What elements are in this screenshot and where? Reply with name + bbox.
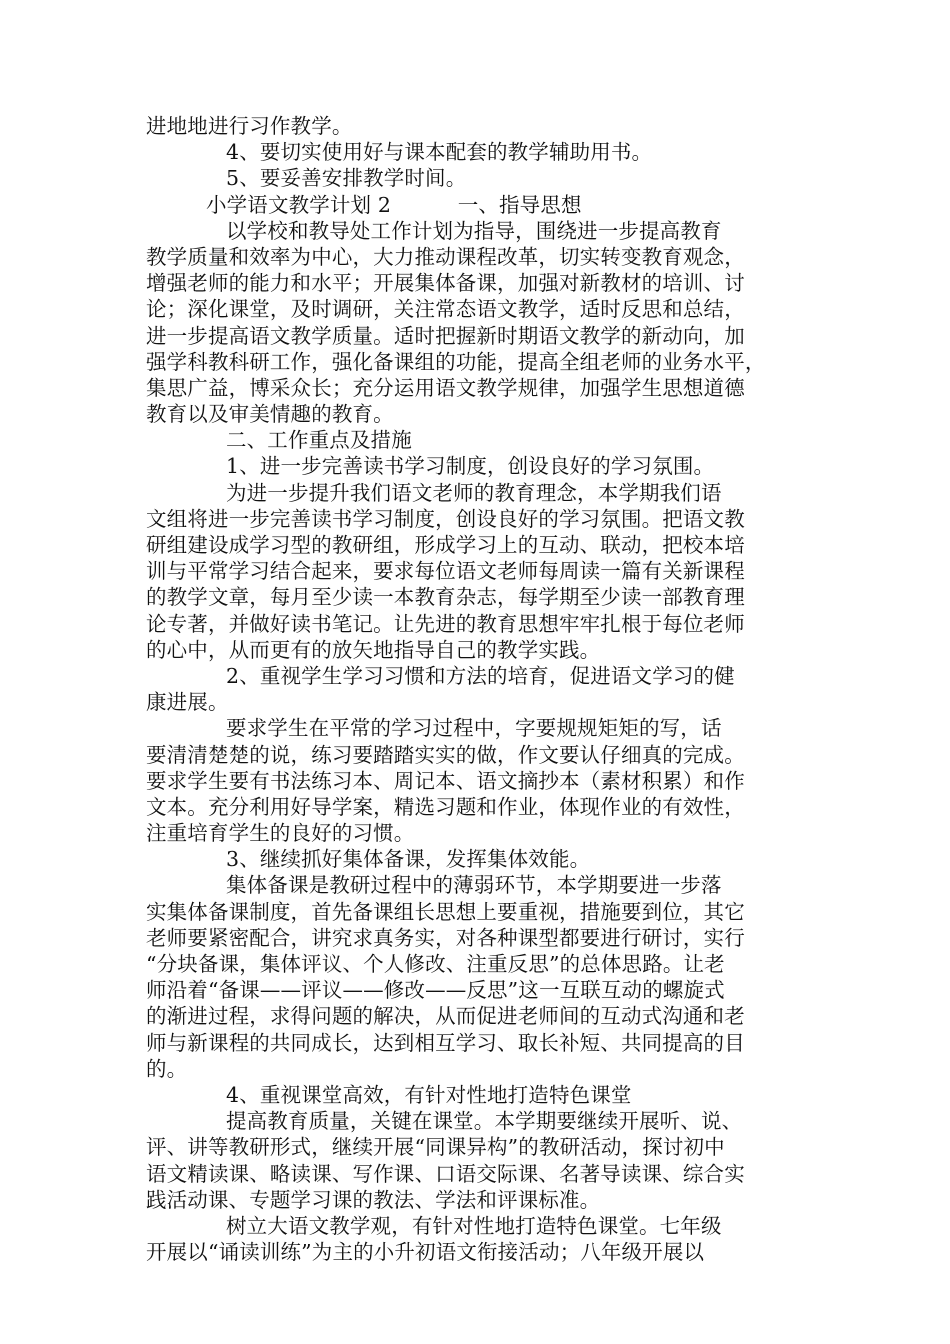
text-line: 师沿着“备课——评议——修改——反思”这一互联互动的螺旋式 [146, 978, 725, 1003]
text-line: 以学校和教导处工作计划为指导，围绕进一步提高教育 [146, 218, 722, 243]
text-line: 论；深化课堂，及时调研，关注常态语文教学，适时反思和总结， [146, 297, 745, 322]
text-line: 教学质量和效率为中心，大力推动课程改革，切实转变教育观念， [146, 244, 745, 269]
text-line: 进地地进行习作教学。 [146, 114, 353, 138]
text-line: 语文精读课、略读课、写作课、口语交际课、名著导读课、综合实 [146, 1161, 745, 1186]
text-line: 注重培育学生的良好的习惯。 [146, 821, 415, 846]
subheading: 1、进一步完善读书学习制度，创设良好的学习氛围。 [146, 454, 715, 479]
text-line: 文本。充分利用好导学案，精选习题和作业，体现作业的有效性， [146, 794, 745, 819]
text-line: 要清清楚楚的说，练习要踏踏实实的做，作文要认仔细真的完成。 [146, 742, 745, 767]
subheading: 2、重视学生学习习惯和方法的培育，促进语文学习的健 [146, 663, 735, 688]
text-line: 集体备课是教研过程中的薄弱环节，本学期要进一步落 [146, 873, 722, 898]
text-line: 集思广益，博采众长；充分运用语文教学规律，加强学生思想道德 [146, 375, 745, 400]
subheading: 4、重视课堂高效，有针对性地打造特色课堂 [146, 1082, 632, 1107]
document-body [146, 113, 810, 1265]
text-line: 提高教育质量，关键在课堂。本学期要继续开展听、说、 [146, 1109, 743, 1134]
text-line: 教育以及审美情趣的教育。 [146, 402, 394, 427]
text-line: 要求学生要有书法练习本、周记本、语文摘抄本（素材积累）和作 [146, 768, 745, 793]
text-line: 要求学生在平常的学习过程中，字要规规矩矩的写，话 [146, 716, 722, 741]
subheading: 3、继续抓好集体备课，发挥集体效能。 [146, 847, 591, 872]
text-line: 践活动课、专题学习课的教法、学法和评课标准。 [146, 1187, 601, 1212]
text-line: 康进展。 [146, 690, 229, 715]
text-line: 师与新课程的共同成长，达到相互学习、取长补短、共同提高的目 [146, 1030, 745, 1055]
text-line: 评、讲等教研形式，继续开展“同课异构”的教研活动，探讨初中 [146, 1135, 725, 1160]
section-heading: 小学语文教学计划 2 一、指导思想 [146, 192, 582, 217]
text-line: “分块备课，集体评议、个人修改、注重反思”的总体思路。让老 [146, 952, 725, 976]
text-line: 的。 [146, 1056, 188, 1081]
text-line: 的教学文章，每月至少读一本教育杂志，每学期至少读一部教育理 [146, 585, 745, 610]
section-heading: 二、工作重点及措施 [146, 428, 412, 453]
text-line: 增强老师的能力和水平；开展集体备课，加强对新教材的培训、讨 [146, 271, 745, 296]
text-line: 研组建设成学习型的教研组，形成学习上的互动、联动，把校本培 [146, 533, 745, 557]
text-line: 论专著，并做好读书笔记。让先进的教育思想牢牢扎根于每位老师 [146, 611, 745, 636]
text-line: 强学科教科研工作，强化备课组的功能，提高全组老师的业务水平， [146, 349, 766, 374]
text-line: 训与平常学习结合起来，要求每位语文老师每周读一篇有关新课程 [146, 559, 745, 584]
text-line: 进一步提高语文教学质量。适时把握新时期语文教学的新动向，加 [146, 323, 745, 348]
text-line: 为进一步提升我们语文老师的教育理念，本学期我们语 [146, 480, 722, 505]
text-line: 的渐进过程，求得问题的解决，从而促进老师间的互动式沟通和老 [146, 1004, 745, 1029]
text-line: 文组将进一步完善读书学习制度，创设良好的学习氛围。把语文教 [146, 506, 745, 531]
text-line: 树立大语文教学观，有针对性地打造特色课堂。七年级 [146, 1213, 722, 1238]
text-line: 开展以“诵读训练”为主的小升初语文衔接活动；八年级开展以 [146, 1240, 705, 1265]
text-line: 的心中，从而更有的放矢地指导自己的教学实践。 [146, 637, 601, 662]
text-line: 4、要切实使用好与课本配套的教学辅助用书。 [146, 140, 653, 165]
text-line: 5、要妥善安排教学时间。 [146, 166, 467, 191]
text-line: 实集体备课制度，首先备课组长思想上要重视，措施要到位，其它 [146, 899, 745, 924]
text-line: 老师要紧密配合，讲究求真务实，对各种课型都要进行研讨，实行 [146, 925, 745, 950]
